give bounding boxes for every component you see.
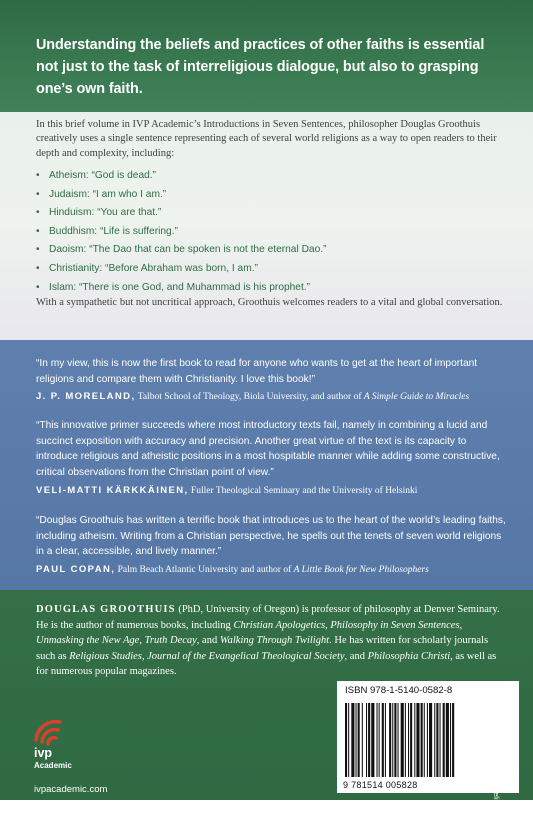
list-item: • Islam: “There is one God, and Muhammad is his prophet.” [36,281,311,293]
endorsement-attribution: J. P. MORELAND, Talbot School of Theology, Biola University, and author of A Simple Guide to Miracles [36,391,470,402]
tagline: Understanding the beliefs and practices of other faiths is essential not just to the task of interreligious dialogue, but also to grasping one’s own faith. [36,37,485,97]
list-item: • Daoism: “The Dao that can be spoken is not the eternal Dao.” [36,244,327,256]
list-item: • Christianity: “Before Abraham was born, I am.” [36,262,258,274]
list-item: • Hinduism: “You are that.” [36,207,162,219]
publisher-url: ivpacademic.com [34,784,108,795]
list-item: • Atheism: “God is dead.” [36,170,157,181]
closing-paragraph: With a sympathetic but not uncritical approach, Groothuis welcomes readers to a vital and global conversation. [36,297,503,308]
endorsement-quote: “Douglas Groothuis has written a terrific book that introduces us to the heart of the world’s leading faiths, including atheism. Writing from a Christian perspective, he spells out the tenets of seven world religions in a clear, accessible, and lively manner.” [36,515,506,557]
endorsement-attribution: VELI-MATTI KÄRKKÄINEN, Fuller Theological Seminary and the University of Helsinki [36,485,418,496]
barcode-number: 9 781514 005828 [343,780,418,790]
isbn-label: ISBN 978-1-5140-0582-8 [345,685,453,696]
publisher-logo-subtext: Academic [34,761,72,770]
endorsement-quote: “This innovative primer succeeds where most introductory texts fail, namely in combining a lucid and succinct exposition with accuracy and precision. Another great virtue of the text is its capacity to introduce religious and atheistic positions in a most hospitable manner while adding some constructive, critical observations from the Christian point of view.” [36,420,500,478]
publisher-logo-text: ivp [34,746,53,760]
list-item: • Judaism: “I am who I am.” [36,188,167,200]
author-bio: DOUGLAS GROOTHUIS (PhD, University of Oregon) is professor of philosophy at Denver Seminary. He is the author of numerous books, including Christian Apologetics, Philosophy in Seven Sentences, Unmasking the New Age, Truth Decay, and Walking Through Twilight. He has written for scholarly journals such as Religious Studies, Journal of the Evangelical Theological Society, and Philosophia Christi, as well as for numerous popular magazines. [36,604,500,677]
barcode-icon [343,703,493,779]
seven-sentences-list [36,167,326,297]
list-item: • Buddhism: “Life is suffering.” [36,225,178,237]
intro-paragraph: In this brief volume in IVP Academic’s Introductions in Seven Sentences, philosopher Douglas Groothuis creatively uses a single sentence representing each of several world religions as a way to open readers to their depth and complexity, including: [36,119,497,159]
endorsement-attribution: PAUL COPAN, Palm Beach Atlantic University and author of A Little Book for New Philosophers [36,564,429,575]
category-label: RELIGION / Comparative Religion [492,700,501,814]
endorsement-quote: “In my view, this is now the first book to read for anyone who wants to get at the heart of important religions and compare them with Christianity. I love this book!” [36,358,478,385]
